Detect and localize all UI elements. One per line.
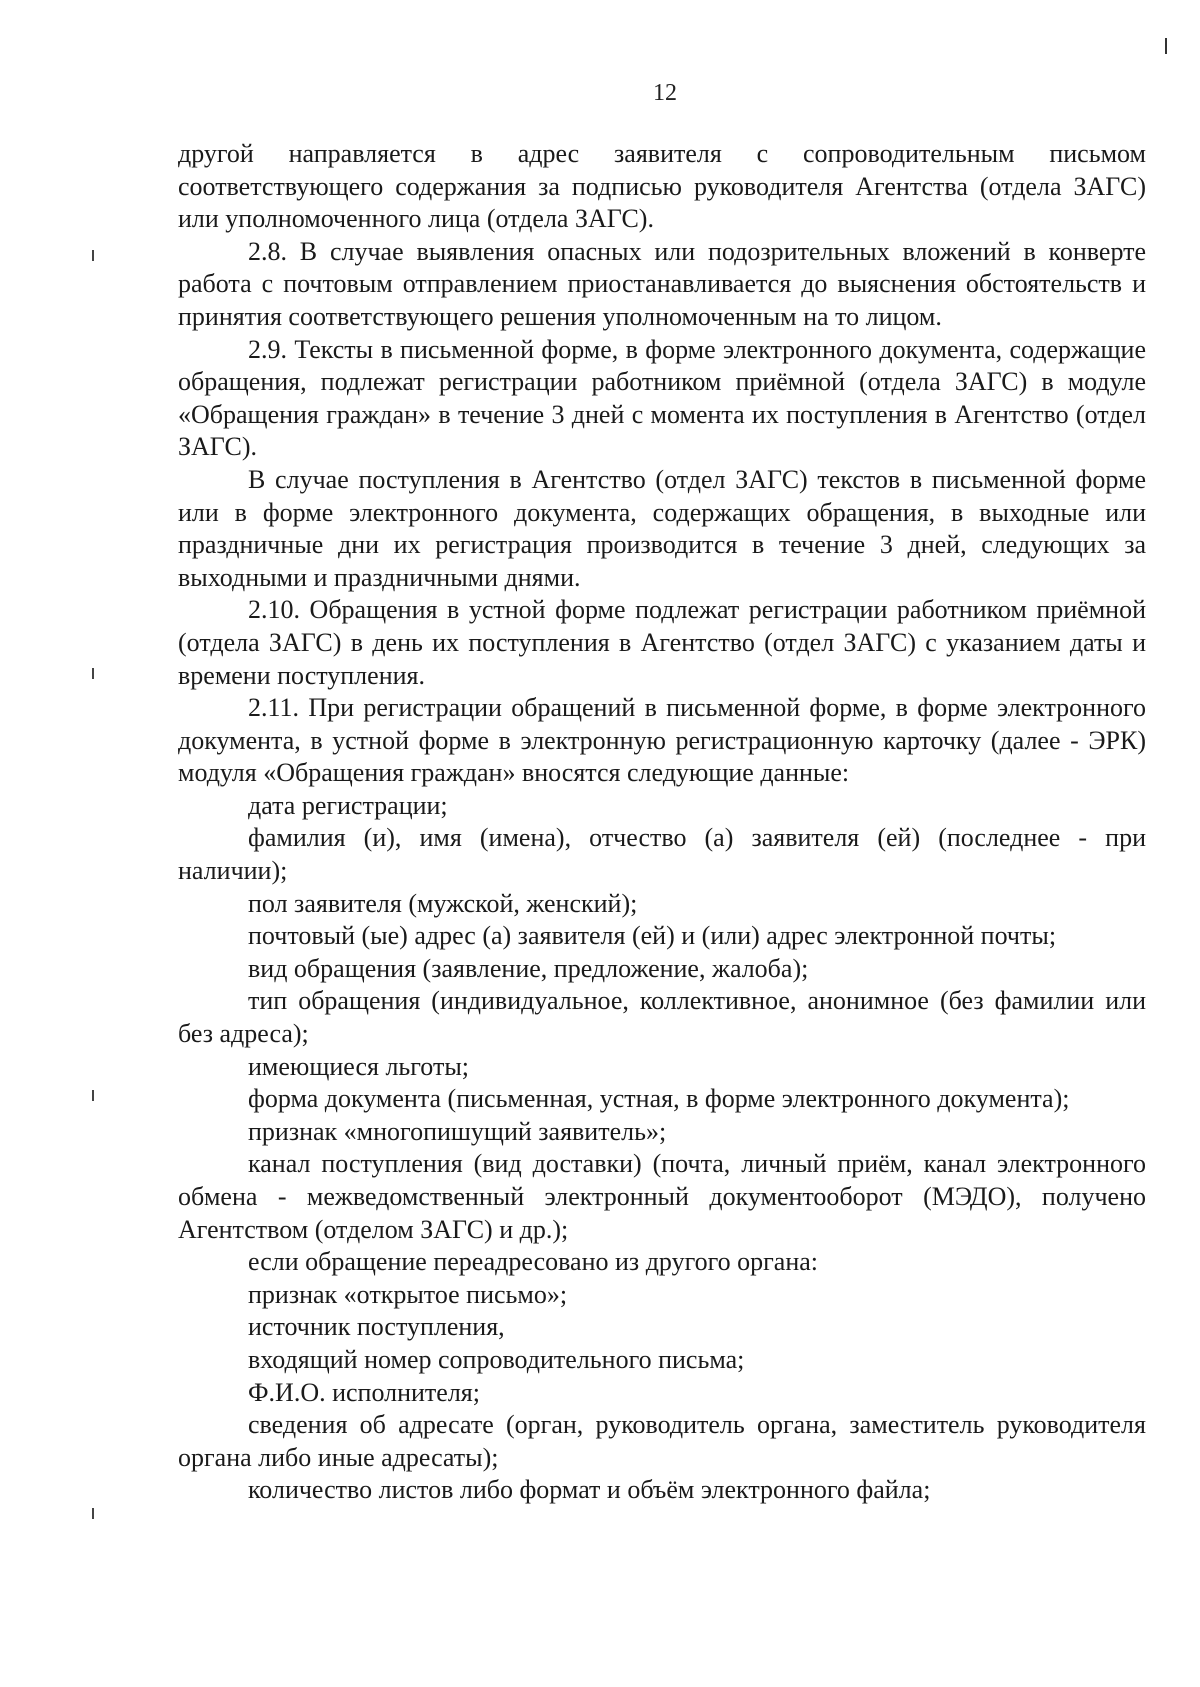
list-item: Ф.И.О. исполнителя;	[248, 1377, 480, 1407]
list-item: сведения об адресате (орган, руководитель органа, заместитель руководителя органа либо иные адресаты);	[178, 1410, 1146, 1472]
paragraph: В случае поступления в Агентство (отдел ЗАГС) текстов в письменной форме или в форме электронного документа, содержащих обращения, в выходные или праздничные дни их регистрация производится в течение 3 дней, следующих за выходными и праздничными днями.	[178, 464, 1146, 592]
paragraph: 2.8. В случае выявления опасных или подозрительных вложений в конверте работа с почтовым отправлением приостанавливается до выяснения обстоятельств и принятия соответствующего решения уполномоченным на то лицом.	[178, 236, 1146, 331]
list-item: пол заявителя (мужской, женский);	[248, 888, 638, 918]
list-item: признак «открытое письмо»;	[248, 1279, 568, 1309]
document-body	[178, 138, 1146, 1507]
margin-mark	[92, 1090, 94, 1101]
scan-edge-mark	[1165, 38, 1167, 54]
list-item: признак «многопишущий заявитель»;	[248, 1116, 667, 1146]
list-item: канал поступления (вид доставки) (почта, личный приём, канал электронного обмена - межведомственный электронный документооборот (МЭДО), получено Агентством (отделом ЗАГС) и др.);	[178, 1149, 1146, 1244]
paragraph: другой направляется в адрес заявителя с сопроводительным письмом соответствующего содержания за подписью руководителя Агентства (отдела ЗАГС) или уполномоченного лица (отдела ЗАГС).	[178, 139, 1146, 234]
margin-mark	[92, 668, 94, 679]
list-item: дата регистрации;	[248, 790, 448, 820]
list-item: источник поступления,	[248, 1312, 505, 1342]
list-item: фамилия (и), имя (имена), отчество (а) заявителя (ей) (последнее - при наличии);	[178, 823, 1146, 886]
list-item: форма документа (письменная, устная, в форме электронного документа);	[248, 1084, 1070, 1114]
list-item: входящий номер сопроводительного письма;	[248, 1344, 745, 1374]
list-item: количество листов либо формат и объём электронного файла;	[248, 1475, 931, 1505]
paragraph: 2.9. Тексты в письменной форме, в форме электронного документа, содержащие обращения, подлежат регистрации работником приёмной (отдела ЗАГС) в модуле «Обращения граждан» в течение 3 дней с момента их поступления в Агентство (отдел ЗАГС).	[178, 334, 1146, 462]
list-item: имеющиеся льготы;	[248, 1051, 470, 1081]
margin-mark	[92, 1508, 94, 1519]
page-number: 12	[653, 80, 677, 106]
paragraph: 2.11. При регистрации обращений в письменной форме, в форме электронного документа, в устной форме в электронную регистрационную карточку (далее - ЭРК) модуля «Обращения граждан» вносятся следующие данные:	[178, 693, 1146, 788]
list-item: если обращение переадресовано из другого органа:	[248, 1247, 818, 1277]
list-item: почтовый (ые) адрес (а) заявителя (ей) и (или) адрес электронной почты;	[248, 921, 1057, 951]
margin-mark	[92, 250, 94, 261]
list-item: тип обращения (индивидуальное, коллективное, анонимное (без фамилии или без адреса);	[178, 986, 1146, 1049]
paragraph: 2.10. Обращения в устной форме подлежат регистрации работником приёмной (отдела ЗАГС) в день их поступления в Агентство (отдел ЗАГС) с указанием даты и времени поступления.	[178, 595, 1146, 690]
list-item: вид обращения (заявление, предложение, жалоба);	[248, 953, 809, 983]
